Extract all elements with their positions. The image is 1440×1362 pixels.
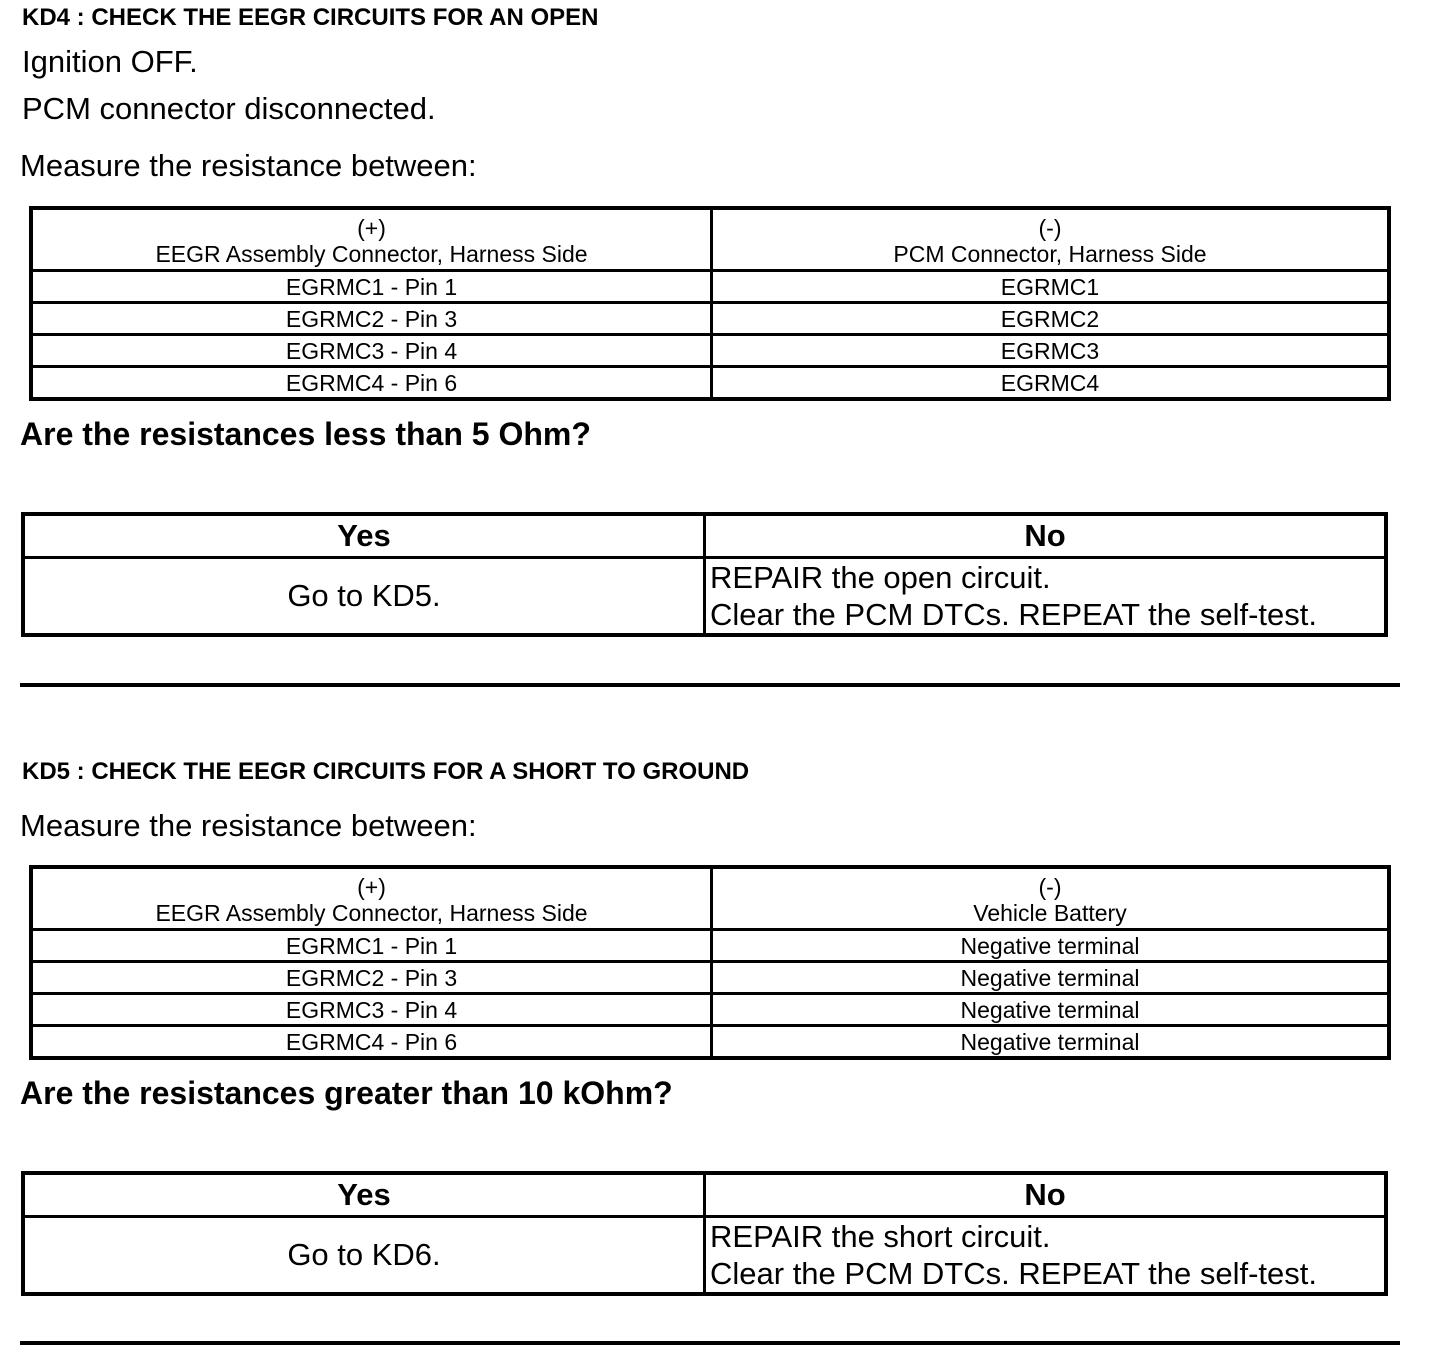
table-row	[31, 271, 1389, 303]
kd4-resistance-table	[29, 206, 1391, 401]
cell-minus: Negative terminal	[712, 962, 1390, 994]
col-plus-sign: (+)	[357, 874, 386, 900]
col-plus-label: EEGR Assembly Connector, Harness Side	[155, 241, 588, 267]
cell-plus: EGRMC2 - Pin 3	[31, 962, 712, 994]
no-header: No	[705, 514, 1387, 558]
cell-plus: EGRMC4 - Pin 6	[31, 1026, 712, 1059]
table-header-row	[31, 867, 1389, 930]
yes-action: Go to KD5.	[23, 558, 705, 636]
section-divider	[20, 683, 1400, 687]
cell-minus: EGRMC4	[712, 367, 1390, 400]
yes-action: Go to KD6.	[23, 1217, 705, 1295]
col-minus-label: Vehicle Battery	[973, 900, 1127, 926]
table-row	[31, 303, 1389, 335]
cell-minus: EGRMC2	[712, 303, 1390, 335]
kd5-yes-no-table	[21, 1171, 1388, 1296]
no-action-line-2: Clear the PCM DTCs. REPEAT the self-test.	[710, 1256, 1317, 1291]
section-divider	[20, 1341, 1400, 1345]
col-minus-header	[712, 867, 1390, 930]
kd4-question: Are the resistances less than 5 Ohm?	[20, 416, 591, 452]
yes-header: Yes	[23, 1173, 705, 1217]
cell-plus: EGRMC3 - Pin 4	[31, 994, 712, 1026]
cell-plus: EGRMC3 - Pin 4	[31, 335, 712, 367]
no-header: No	[705, 1173, 1387, 1217]
yes-no-header-row	[23, 514, 1386, 558]
cell-minus: Negative terminal	[712, 994, 1390, 1026]
col-plus-sign: (+)	[357, 215, 386, 241]
yes-header: Yes	[23, 514, 705, 558]
no-action	[705, 1217, 1387, 1295]
no-action-line-1: REPAIR the open circuit.	[710, 560, 1051, 595]
col-plus-label: EEGR Assembly Connector, Harness Side	[155, 900, 588, 926]
col-minus-header	[712, 208, 1390, 271]
kd4-yes-no-table	[21, 512, 1388, 637]
kd5-resistance-table	[29, 865, 1391, 1060]
table-header-row	[31, 208, 1389, 271]
kd5-measure-label: Measure the resistance between:	[20, 808, 477, 843]
cell-plus: EGRMC1 - Pin 1	[31, 271, 712, 303]
table-row	[31, 994, 1389, 1026]
cell-plus: EGRMC4 - Pin 6	[31, 367, 712, 400]
no-action-line-2: Clear the PCM DTCs. REPEAT the self-test.	[710, 597, 1317, 632]
cell-plus: EGRMC1 - Pin 1	[31, 930, 712, 962]
kd4-step-pcm-connector: PCM connector disconnected.	[22, 91, 436, 126]
yes-no-action-row	[23, 558, 1386, 636]
col-minus-label: PCM Connector, Harness Side	[893, 241, 1207, 267]
table-row	[31, 335, 1389, 367]
cell-minus: Negative terminal	[712, 1026, 1390, 1059]
col-plus-header	[31, 867, 712, 930]
col-plus-header	[31, 208, 712, 271]
cell-minus: EGRMC1	[712, 271, 1390, 303]
table-row	[31, 367, 1389, 400]
col-minus-sign: (-)	[1038, 215, 1062, 241]
no-action	[705, 558, 1387, 636]
yes-no-action-row	[23, 1217, 1386, 1295]
kd4-step-ignition: Ignition OFF.	[22, 44, 198, 79]
table-row	[31, 962, 1389, 994]
cell-minus: Negative terminal	[712, 930, 1390, 962]
col-minus-sign: (-)	[1038, 874, 1062, 900]
kd4-measure-label: Measure the resistance between:	[20, 148, 477, 183]
no-action-line-1: REPAIR the short circuit.	[710, 1219, 1051, 1254]
kd5-heading: KD5 : CHECK THE EEGR CIRCUITS FOR A SHORT TO GROUND	[22, 758, 750, 785]
kd5-question: Are the resistances greater than 10 kOhm?	[20, 1075, 673, 1111]
kd4-heading: KD4 : CHECK THE EEGR CIRCUITS FOR AN OPEN	[22, 4, 599, 31]
table-row	[31, 930, 1389, 962]
yes-no-header-row	[23, 1173, 1386, 1217]
table-row	[31, 1026, 1389, 1059]
cell-minus: EGRMC3	[712, 335, 1390, 367]
cell-plus: EGRMC2 - Pin 3	[31, 303, 712, 335]
